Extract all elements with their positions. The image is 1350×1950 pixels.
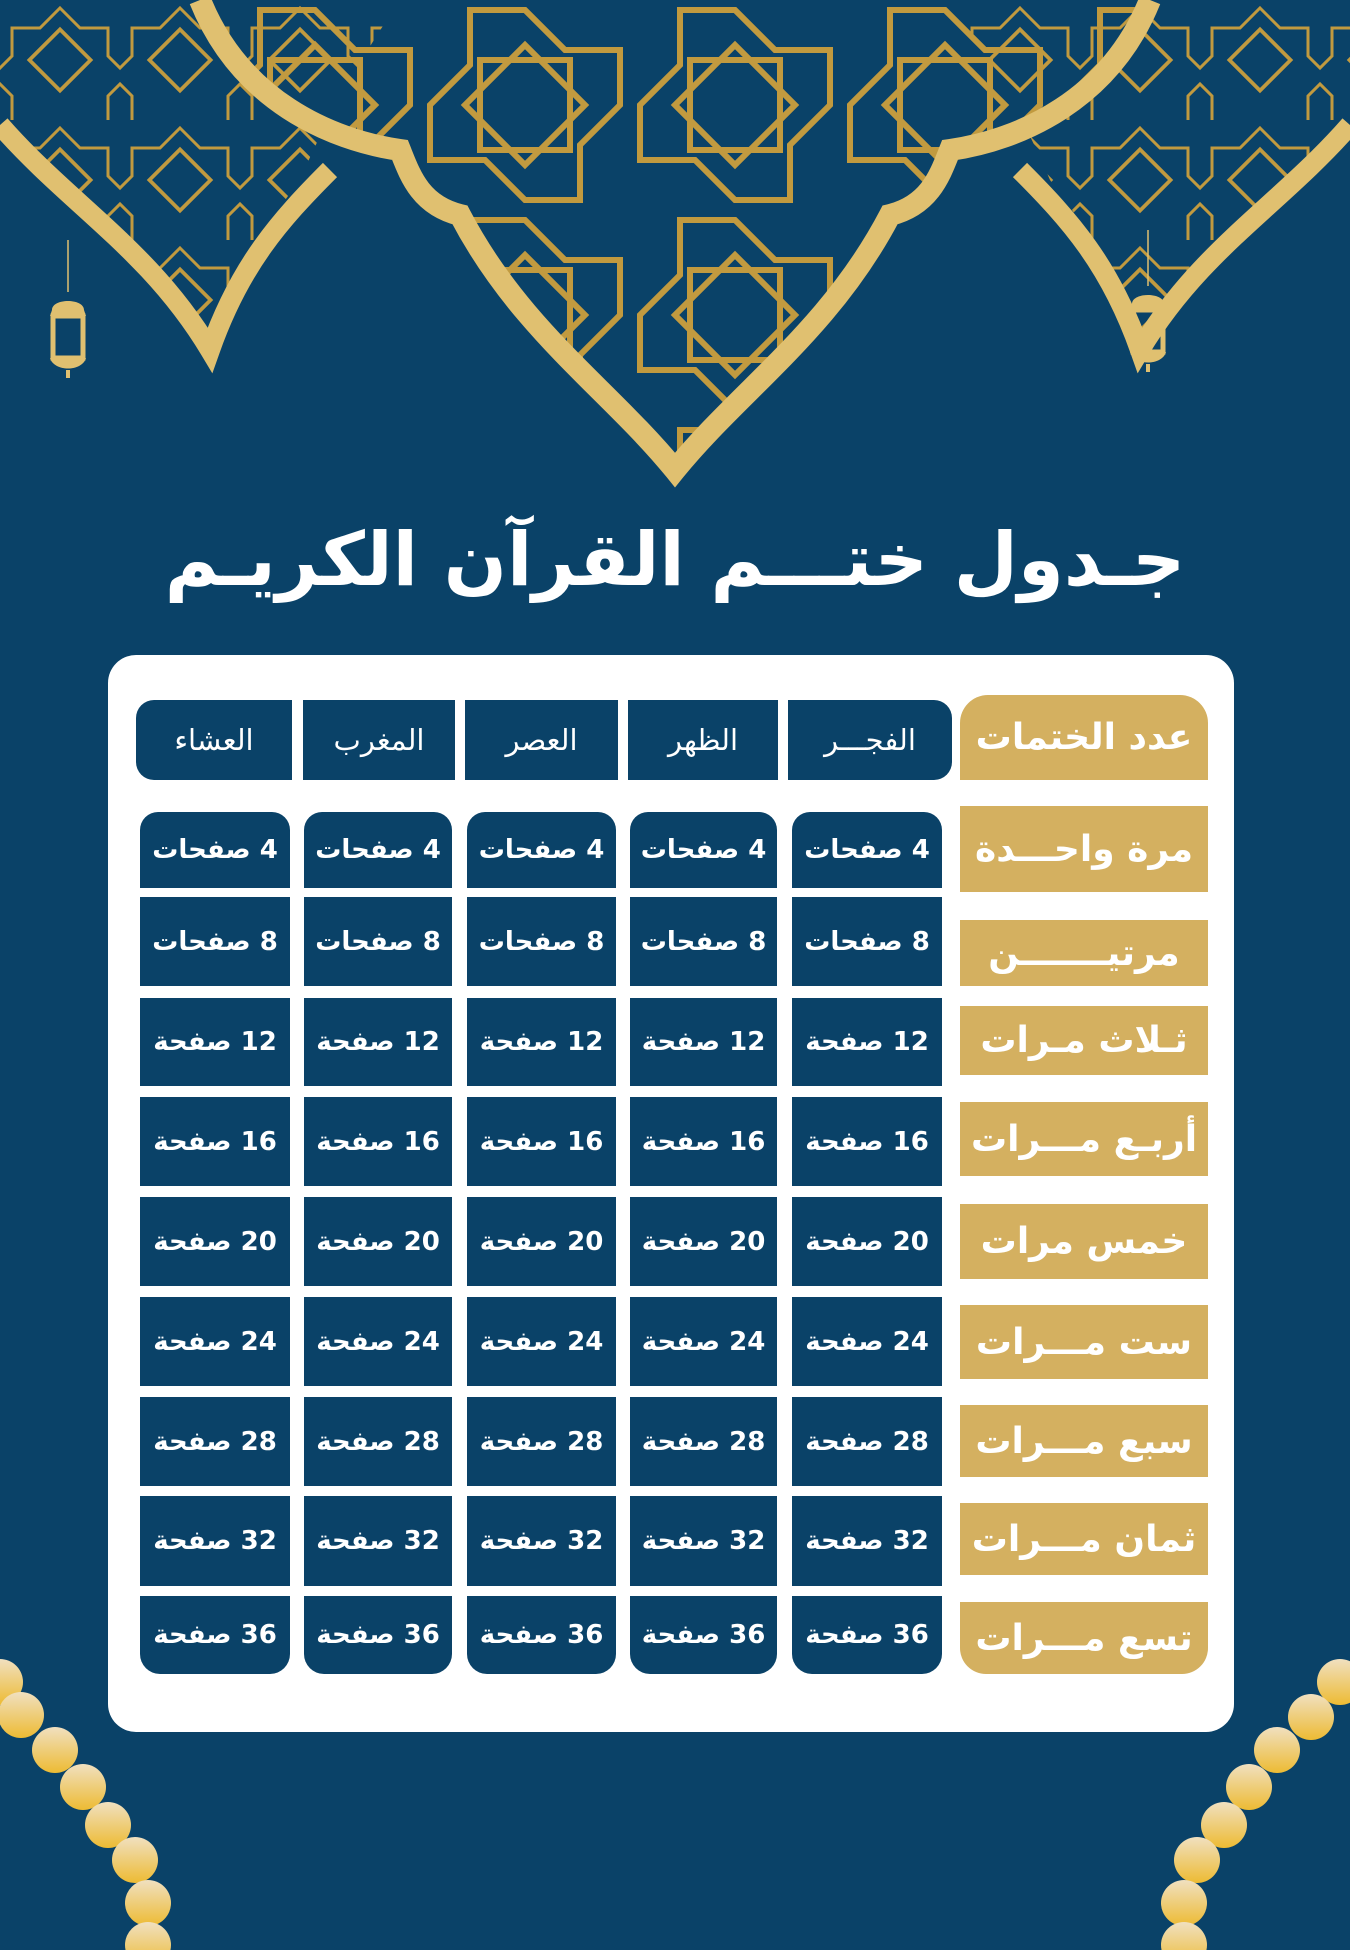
cell-eight-asr: 32 صفحة (467, 1496, 616, 1586)
cell-nine-fajr: 36 صفحة (792, 1596, 942, 1674)
cell-five-isha: 20 صفحة (140, 1197, 290, 1286)
cell-twice-dhuhr: 8 صفحات (630, 897, 777, 986)
cell-twice-fajr: 8 صفحات (792, 897, 942, 986)
cell-five-asr: 20 صفحة (467, 1197, 616, 1286)
cell-three-maghrib: 12 صفحة (304, 998, 452, 1086)
cell-three-fajr: 12 صفحة (792, 998, 942, 1086)
row-label-five: خمس مرات (960, 1204, 1208, 1279)
cell-four-dhuhr: 16 صفحة (630, 1097, 777, 1186)
cell-twice-maghrib: 8 صفحات (304, 897, 452, 986)
cell-three-asr: 12 صفحة (467, 998, 616, 1086)
cell-once-dhuhr: 4 صفحات (630, 812, 777, 888)
row-label-once: مرة واحـــدة (960, 806, 1208, 892)
header-fajr: الفجـــر (788, 700, 952, 780)
cell-seven-isha: 28 صفحة (140, 1397, 290, 1486)
row-label-four: أربـع مـــرات (960, 1102, 1208, 1176)
cell-twice-isha: 8 صفحات (140, 897, 290, 986)
cell-six-asr: 24 صفحة (467, 1297, 616, 1386)
row-label-seven: سبع مـــرات (960, 1405, 1208, 1477)
cell-six-fajr: 24 صفحة (792, 1297, 942, 1386)
row-label-twice: مرتيـــــــن (960, 920, 1208, 986)
header-dhuhr: الظهر (628, 700, 778, 780)
cell-once-asr: 4 صفحات (467, 812, 616, 888)
cell-nine-isha: 36 صفحة (140, 1596, 290, 1674)
cell-five-fajr: 20 صفحة (792, 1197, 942, 1286)
row-label-six: ست مـــرات (960, 1305, 1208, 1379)
cell-six-isha: 24 صفحة (140, 1297, 290, 1386)
cell-five-maghrib: 20 صفحة (304, 1197, 452, 1286)
cell-four-asr: 16 صفحة (467, 1097, 616, 1186)
cell-three-isha: 12 صفحة (140, 998, 290, 1086)
row-label-nine: تسع مـــرات (960, 1602, 1208, 1674)
cell-seven-asr: 28 صفحة (467, 1397, 616, 1486)
cell-eight-maghrib: 32 صفحة (304, 1496, 452, 1586)
cell-eight-fajr: 32 صفحة (792, 1496, 942, 1586)
row-label-eight: ثمان مـــرات (960, 1503, 1208, 1575)
cell-nine-dhuhr: 36 صفحة (630, 1596, 777, 1674)
cell-once-isha: 4 صفحات (140, 812, 290, 888)
cell-six-maghrib: 24 صفحة (304, 1297, 452, 1386)
cell-three-dhuhr: 12 صفحة (630, 998, 777, 1086)
cell-once-maghrib: 4 صفحات (304, 812, 452, 888)
cell-seven-maghrib: 28 صفحة (304, 1397, 452, 1486)
header-asr: العصر (465, 700, 618, 780)
header-isha: العشاء (136, 700, 292, 780)
cell-four-maghrib: 16 صفحة (304, 1097, 452, 1186)
header-maghrib: المغرب (303, 700, 455, 780)
cell-four-isha: 16 صفحة (140, 1097, 290, 1186)
cell-nine-maghrib: 36 صفحة (304, 1596, 452, 1674)
header-completions-count: عدد الختمات (960, 695, 1208, 780)
cell-seven-fajr: 28 صفحة (792, 1397, 942, 1486)
cell-twice-asr: 8 صفحات (467, 897, 616, 986)
cell-four-fajr: 16 صفحة (792, 1097, 942, 1186)
cell-eight-isha: 32 صفحة (140, 1496, 290, 1586)
cell-five-dhuhr: 20 صفحة (630, 1197, 777, 1286)
cell-once-fajr: 4 صفحات (792, 812, 942, 888)
arch-pattern-decoration (0, 0, 1350, 500)
cell-eight-dhuhr: 32 صفحة (630, 1496, 777, 1586)
page-title: جـدول ختـــم القرآن الكريـم (164, 517, 1186, 603)
cell-nine-asr: 36 صفحة (467, 1596, 616, 1674)
row-label-three: ثـلاث مـرات (960, 1006, 1208, 1075)
cell-seven-dhuhr: 28 صفحة (630, 1397, 777, 1486)
cell-six-dhuhr: 24 صفحة (630, 1297, 777, 1386)
